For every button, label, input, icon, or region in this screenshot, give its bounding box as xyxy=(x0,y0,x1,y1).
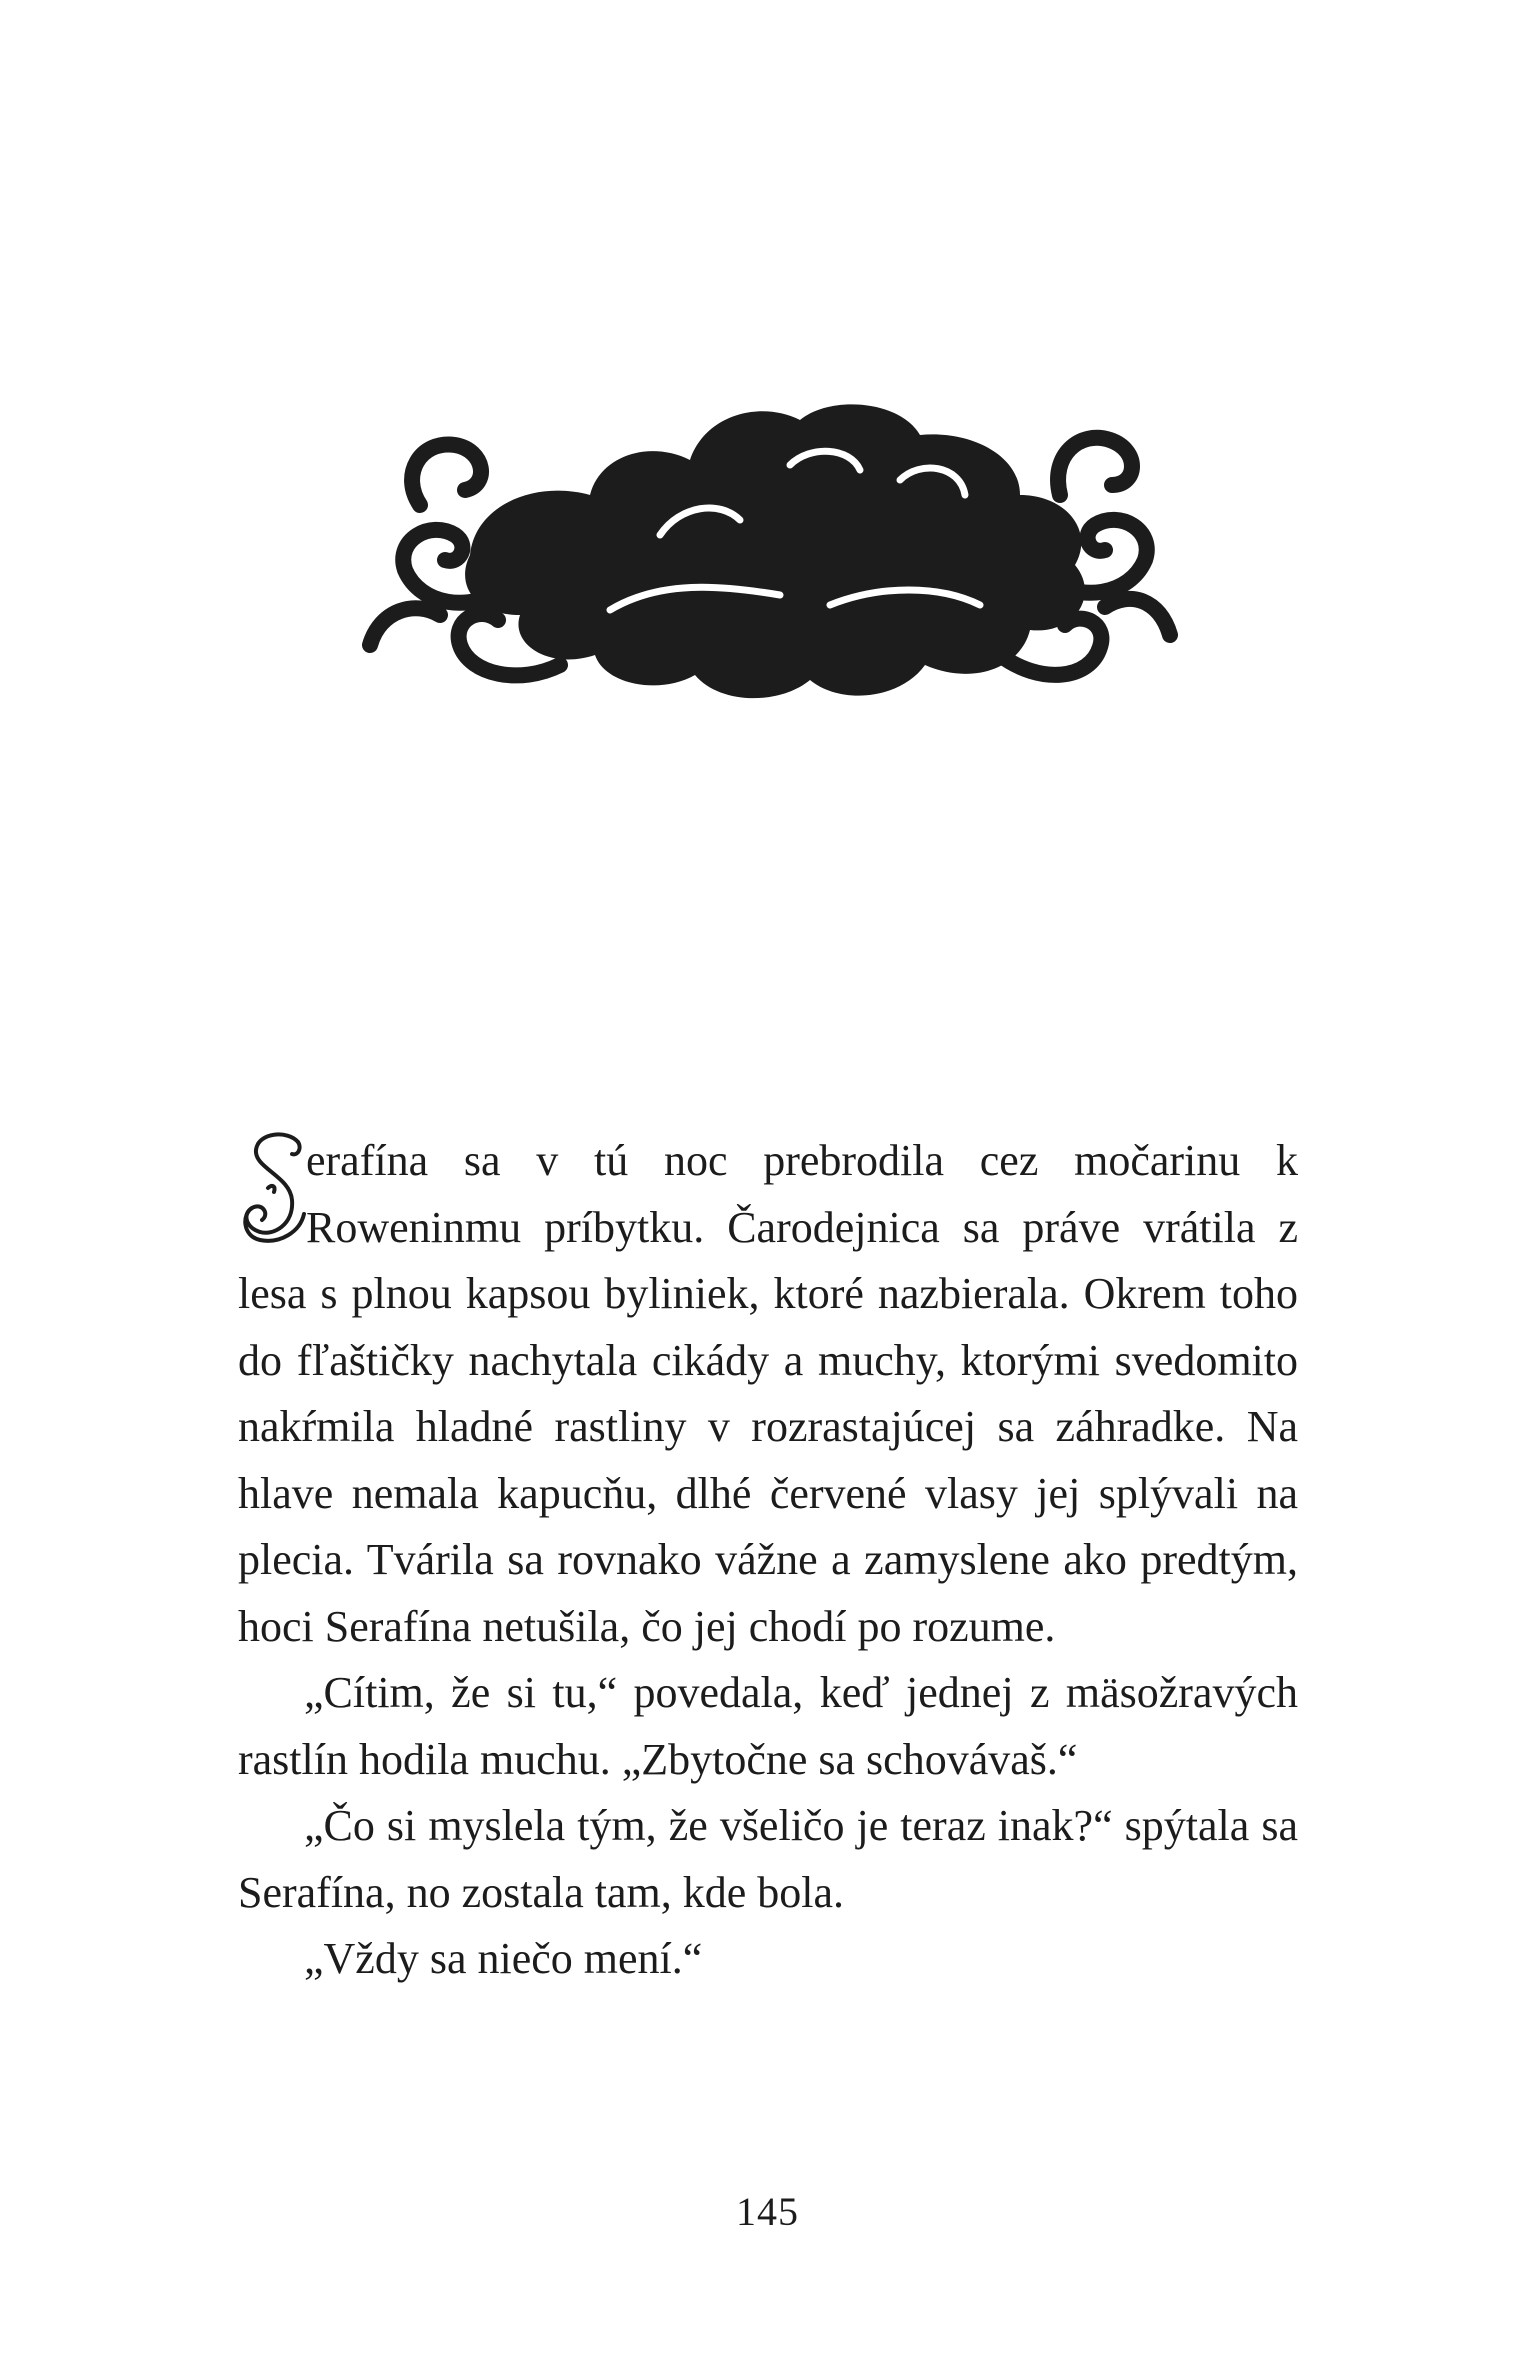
chapter-body xyxy=(238,1128,1298,1993)
cloud-swirl-icon xyxy=(360,385,1180,725)
paragraph: „Vždy sa niečo mení.“ xyxy=(304,1934,703,1983)
chapter-ornament-cloud xyxy=(360,385,1180,966)
paragraph: „Cítim, že si tu,“ povedala, keď jednej z mäsožravých rastlín hodila muchu. „Zbytočne sa schovávaš.“ xyxy=(238,1668,1298,1784)
first-paragraph-text: erafína sa v tú noc prebrodila cez močarinu k Roweninmu príbytku. Čarodejnica sa práve vrátila z lesa s plnou kapsou byliniek, ktoré nazbierala. Okrem toho do fľaštičky nachytala cikády a muchy, ktorými svedomito nakŕmila hladné rastliny v rozrastajúcej sa záhradke. Na hlave nemala kapucňu, dlhé červené vlasy jej splývali na plecia. Tvárila sa rovnako vážne a zamyslene ako predtým, hoci Serafína netušila, čo jej chodí po rozume. xyxy=(238,1136,1298,1651)
ornate-s-dropcap-icon xyxy=(238,1128,310,1256)
paragraph: „Čo si myslela tým, že všeličo je teraz inak?“ spýtala sa Serafína, no zostala tam, kde bola. xyxy=(238,1801,1298,1917)
page-number: 145 xyxy=(736,2189,799,2234)
first-paragraph xyxy=(238,1128,1298,1660)
dropcap-s-ornate xyxy=(238,1128,306,1256)
chapter-number: 28 xyxy=(1097,893,1163,966)
